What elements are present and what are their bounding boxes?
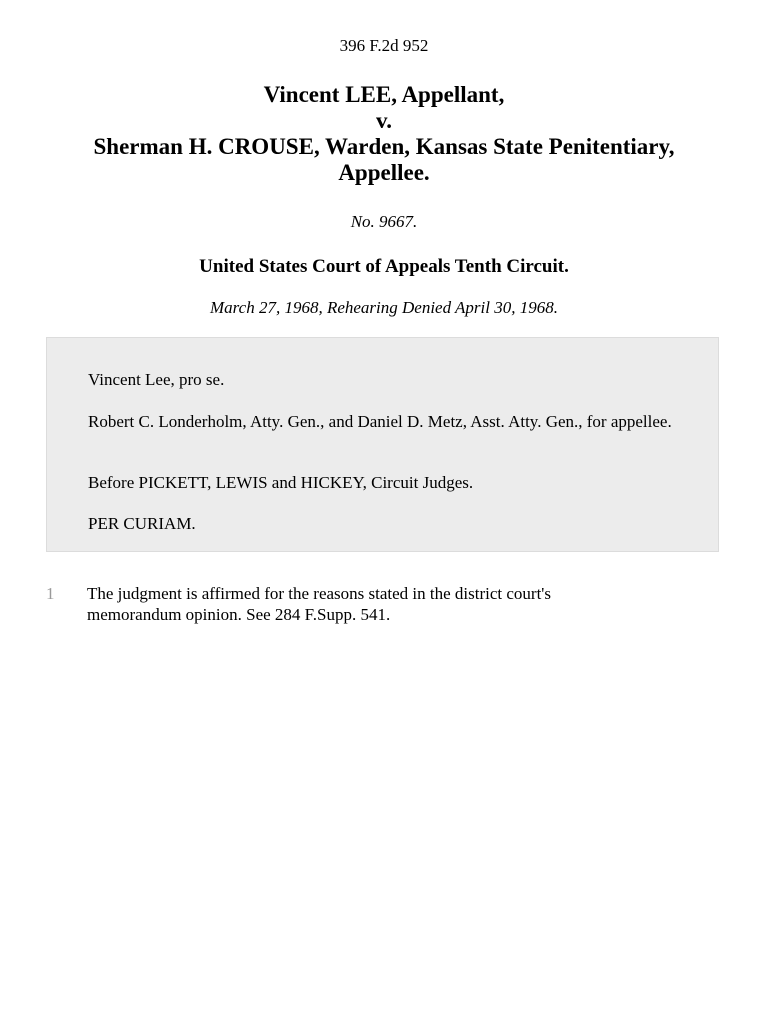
appellee-counsel: Robert C. Londerholm, Atty. Gen., and Daniel D. Metz, Asst. Atty. Gen., for appellee. — [88, 412, 672, 431]
paragraph-number: 1 — [46, 584, 55, 603]
case-citation: 396 F.2d 952 — [339, 36, 429, 55]
appellant-counsel: Vincent Lee, pro se. — [88, 370, 225, 389]
versus-line: v. — [376, 108, 392, 133]
per-curiam: PER CURIAM. — [88, 514, 196, 533]
opinion-paragraph: The judgment is affirmed for the reasons stated in the district court's memorandum opinion. See 284 F.Supp. 541. — [87, 584, 551, 624]
docket-number: No. 9667. — [350, 212, 418, 231]
appellee-line-1: Sherman H. CROUSE, Warden, Kansas State Penitentiary, — [93, 134, 675, 159]
court-name: United States Court of Appeals Tenth Circuit. — [199, 256, 569, 277]
counsel-panel — [46, 337, 719, 552]
case-caption — [40, 82, 728, 186]
appellee-line-2: Appellee. — [338, 160, 430, 185]
appellant-line: Vincent LEE, Appellant, — [263, 82, 505, 107]
decision-dates: March 27, 1968, Rehearing Denied April 30, 1968. — [210, 298, 558, 317]
judges-panel: Before PICKETT, LEWIS and HICKEY, Circuit Judges. — [88, 473, 474, 492]
